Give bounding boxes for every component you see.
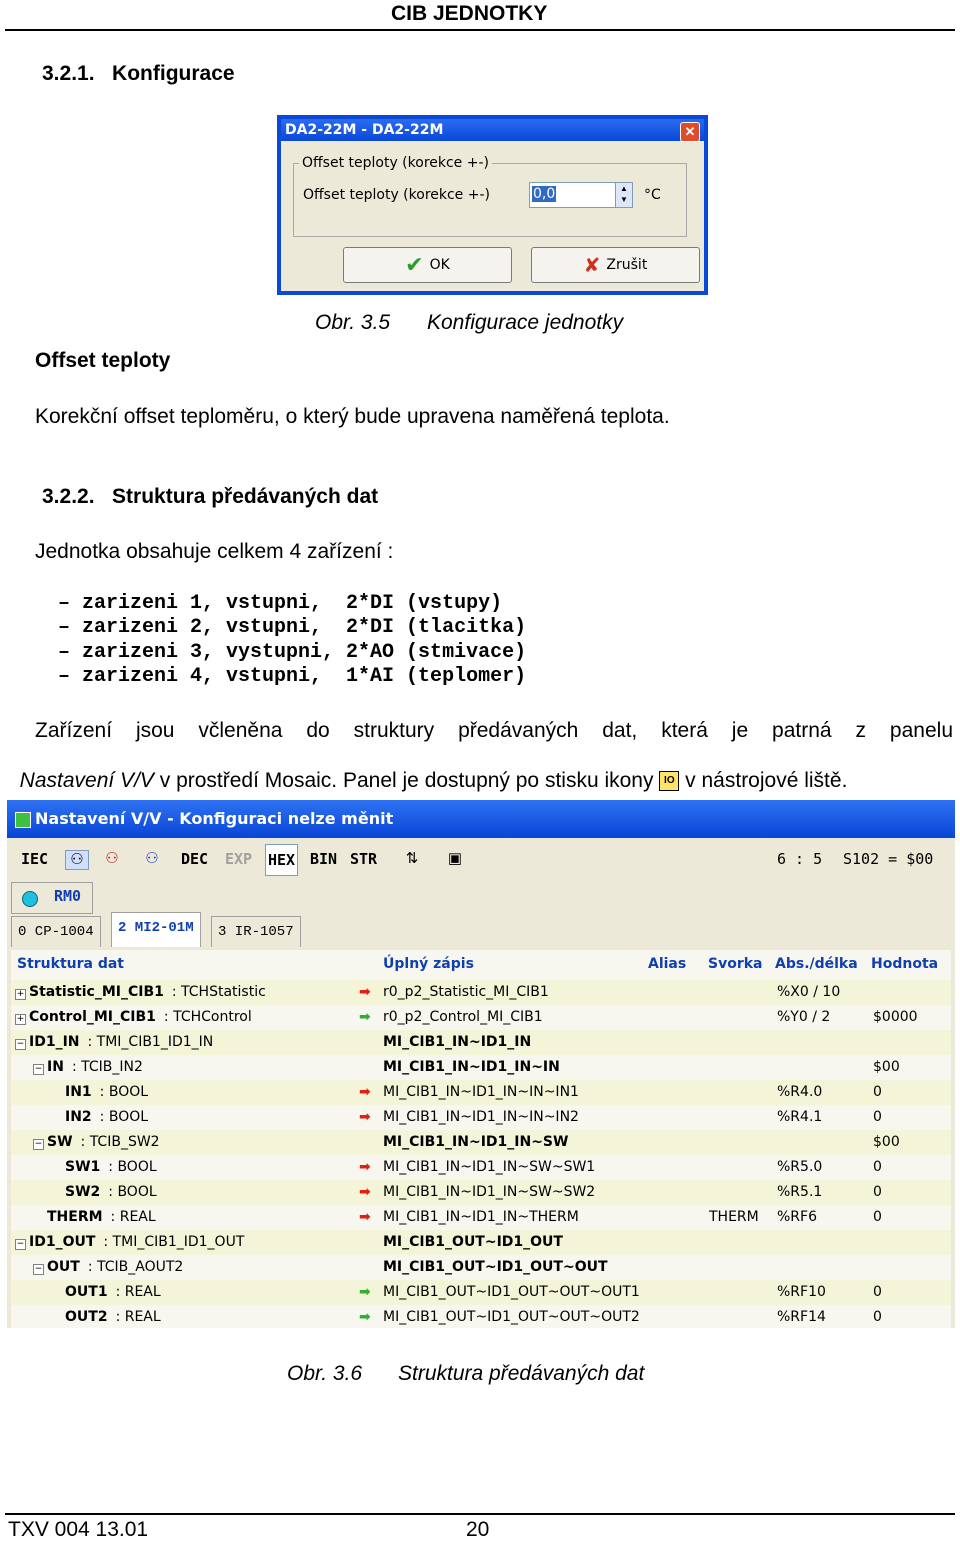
caption1-text: Konfigurace jednotky — [427, 311, 624, 334]
field-name: THERM — [47, 1209, 103, 1225]
alias-cell — [709, 1230, 767, 1255]
value-cell — [873, 980, 951, 1005]
window-app-icon — [15, 812, 31, 828]
offset-heading: Offset teploty — [35, 349, 171, 372]
field-type: : TMI_CIB1_ID1_IN — [87, 1034, 214, 1050]
full-cell: MI_CIB1_IN~ID1_IN~SW — [383, 1134, 569, 1150]
table-row[interactable] — [11, 1080, 951, 1105]
col-terminal[interactable]: Svorka — [708, 956, 763, 972]
tab-module-0[interactable]: 0 CP-1004 — [11, 916, 101, 947]
para2-line2-b: v nástrojové liště. — [679, 769, 848, 792]
field-name: SW2 — [65, 1184, 101, 1200]
struct-cell — [11, 1155, 391, 1180]
cancel-button[interactable] — [531, 247, 700, 283]
collapse-icon[interactable]: − — [16, 1239, 25, 1249]
full-cell: MI_CIB1_IN~ID1_IN~SW~SW1 — [383, 1159, 596, 1175]
abs-cell: %R5.1 — [777, 1184, 823, 1200]
col-alias[interactable]: Alias — [648, 956, 687, 972]
bin-button[interactable]: BIN — [310, 850, 338, 868]
value-cell: $00 — [873, 1134, 900, 1150]
alias-cell — [709, 1080, 767, 1105]
field-name: IN1 — [65, 1084, 92, 1100]
table-row[interactable] — [11, 1305, 951, 1328]
struct-cell — [11, 1105, 391, 1130]
table-row[interactable] — [11, 1280, 951, 1305]
struct-cell — [11, 1005, 355, 1030]
bicycle-blue-icon[interactable]: ⚇ — [145, 850, 159, 867]
field-type: : BOOL — [99, 1084, 149, 1100]
field-name: OUT2 — [65, 1309, 108, 1325]
field-name: SW — [47, 1134, 73, 1150]
struct-cell — [11, 1255, 373, 1280]
field-type: : REAL — [115, 1309, 161, 1325]
window-icon[interactable]: ▣ — [447, 850, 463, 867]
field-type: : TCHControl — [163, 1009, 252, 1025]
table-row[interactable] — [11, 1030, 951, 1055]
io-toolbar-icon: IO — [659, 771, 679, 791]
header-rule — [5, 29, 955, 31]
full-cell: MI_CIB1_OUT~ID1_OUT~OUT~OUT1 — [383, 1284, 640, 1300]
abs-cell — [777, 1255, 869, 1280]
field-name: OUT — [47, 1259, 80, 1275]
section2-heading: 3.2.2. Struktura předávaných dat — [42, 485, 379, 508]
footer-page: 20 — [466, 1518, 490, 1541]
section1-heading: 3.2.1. Konfigurace — [42, 62, 235, 85]
alias-cell: THERM — [709, 1209, 759, 1225]
struct-cell — [11, 1080, 391, 1105]
alias-cell — [709, 1280, 767, 1305]
panel-name: Nastavení V/V — [19, 769, 154, 792]
value-cell: 0 — [873, 1309, 882, 1325]
col-full[interactable]: Úplný zápis — [383, 956, 474, 972]
table-row[interactable] — [11, 1005, 951, 1030]
table-row[interactable] — [11, 1255, 951, 1280]
output-arrow-icon: ➡ — [359, 1309, 371, 1325]
value-cell: 0 — [873, 1084, 882, 1100]
table-row[interactable] — [11, 1205, 951, 1230]
value-cell: $00 — [873, 1059, 900, 1075]
input-arrow-icon: ➡ — [359, 1209, 371, 1225]
full-cell: r0_p2_Statistic_MI_CIB1 — [383, 984, 549, 1000]
full-cell: MI_CIB1_IN~ID1_IN~SW~SW2 — [383, 1184, 596, 1200]
field-type: : BOOL — [99, 1109, 149, 1125]
hex-button[interactable]: HEX — [265, 844, 298, 876]
field-type: : BOOL — [108, 1159, 157, 1175]
input-arrow-icon: ➡ — [359, 1084, 371, 1100]
cross-icon: ✘ — [583, 253, 601, 277]
unit-label: °C — [644, 187, 661, 203]
abs-cell: %R5.0 — [777, 1159, 823, 1175]
exp-button[interactable]: EXP — [225, 850, 253, 868]
full-cell: MI_CIB1_IN~ID1_IN~THERM — [383, 1209, 579, 1225]
field-name: SW1 — [65, 1159, 101, 1175]
collapse-icon[interactable]: − — [16, 1039, 25, 1049]
collapse-icon[interactable]: − — [34, 1064, 43, 1074]
full-cell: MI_CIB1_IN~ID1_IN~IN~IN1 — [383, 1084, 579, 1100]
struct-cell — [11, 1055, 373, 1080]
iec-button[interactable]: IEC — [21, 850, 49, 868]
close-icon[interactable]: ✕ — [680, 122, 700, 142]
field-name: ID1_IN — [29, 1034, 80, 1050]
abs-cell — [777, 1055, 869, 1080]
expand-icon[interactable]: + — [16, 1014, 25, 1024]
device-line-2: – zarizeni 2, vstupni, 2*DI (tlacitka) — [58, 616, 527, 639]
field-type: : TMI_CIB1_ID1_OUT — [103, 1234, 245, 1250]
struct-cell — [11, 980, 355, 1005]
col-abs[interactable]: Abs./délka — [775, 956, 858, 972]
alias-cell — [709, 1155, 767, 1180]
table-row[interactable] — [11, 1130, 951, 1155]
check-icon: ✔ — [405, 252, 424, 278]
input-arrow-icon: ➡ — [359, 1159, 371, 1175]
str-button[interactable]: STR — [350, 850, 378, 868]
spinner-arrows-icon[interactable]: ▲ ▼ — [615, 183, 632, 207]
para2-line1: Zařízení jsou včleněna do struktury předávaných dat, která je patrná z panelu — [35, 719, 953, 742]
struct-cell — [11, 1030, 355, 1055]
window-title: Nastavení V/V - Konfiguraci nelze měnit — [7, 800, 955, 838]
header-title: CIB JEDNOTKY — [391, 2, 548, 25]
col-structure[interactable]: Struktura dat — [17, 956, 125, 972]
field-type: : TCHStatistic — [171, 984, 266, 1000]
field-type: : TCIB_SW2 — [80, 1134, 160, 1150]
abs-cell: %Y0 / 2 — [777, 1009, 831, 1025]
field-name: Control_MI_CIB1 — [29, 1009, 156, 1025]
struct-cell — [11, 1180, 391, 1205]
tab-module-3[interactable]: 3 IR-1057 — [211, 916, 301, 947]
footer-doc: TXV 004 13.01 — [8, 1518, 149, 1541]
value-cell: 0 — [873, 1184, 882, 1200]
device-line-1: – zarizeni 1, vstupni, 2*DI (vstupy) — [58, 592, 503, 615]
alias-cell — [709, 1005, 767, 1030]
para2-line2-a: v prostředí Mosaic. Panel je dostupný po stisku ikony — [153, 769, 660, 792]
field-type: : TCIB_AOUT2 — [87, 1259, 184, 1275]
footer-rule — [5, 1513, 955, 1515]
full-cell: MI_CIB1_OUT~ID1_OUT~OUT — [383, 1259, 608, 1275]
sort-icon[interactable]: ⇅ — [405, 850, 419, 867]
full-cell: r0_p2_Control_MI_CIB1 — [383, 1009, 543, 1025]
abs-cell: %RF6 — [777, 1209, 817, 1225]
output-arrow-icon: ➡ — [359, 1009, 371, 1025]
para2-line2 — [8, 745, 847, 793]
offset-group-label: Offset teploty (korekce +-) — [299, 155, 492, 171]
alias-cell — [709, 1105, 767, 1130]
table-row[interactable] — [11, 1155, 951, 1180]
value-cell — [873, 1230, 951, 1255]
input-arrow-icon: ➡ — [359, 984, 371, 1000]
value-cell: 0 — [873, 1284, 882, 1300]
position-readout: 6 : 5 — [777, 850, 823, 868]
full-cell: MI_CIB1_OUT~ID1_OUT~OUT~OUT2 — [383, 1309, 640, 1325]
value-cell: 0 — [873, 1109, 882, 1125]
address-readout: S102 = $00 — [843, 850, 934, 868]
full-cell: MI_CIB1_IN~ID1_IN~IN — [383, 1059, 560, 1075]
field-name: IN — [47, 1059, 64, 1075]
full-cell: MI_CIB1_OUT~ID1_OUT — [383, 1234, 563, 1250]
section2-intro: Jednotka obsahuje celkem 4 zařízení : — [35, 540, 394, 563]
rack-label: RM0 — [54, 887, 82, 905]
table-row[interactable] — [11, 1055, 951, 1080]
caption2-num: Obr. 3.6 — [287, 1362, 363, 1385]
field-name: IN2 — [65, 1109, 92, 1125]
alias-cell — [709, 980, 767, 1005]
status-circle-icon — [22, 891, 38, 907]
dec-button[interactable]: DEC — [181, 850, 209, 868]
abs-cell — [777, 1230, 869, 1255]
collapse-icon[interactable]: − — [34, 1139, 43, 1149]
full-cell: MI_CIB1_IN~ID1_IN — [383, 1034, 532, 1050]
expand-icon[interactable]: + — [16, 989, 25, 999]
table-row[interactable] — [11, 1105, 951, 1130]
alias-cell — [709, 1305, 767, 1328]
field-type: : TCIB_IN2 — [71, 1059, 143, 1075]
value-cell: 0 — [873, 1159, 882, 1175]
table-row[interactable] — [11, 1230, 951, 1255]
rack-tab[interactable] — [11, 882, 93, 914]
offset-field-label: Offset teploty (korekce +-) — [303, 187, 490, 203]
ok-label: OK — [429, 257, 450, 273]
full-cell: MI_CIB1_IN~ID1_IN~IN~IN2 — [383, 1109, 579, 1125]
value-cell: 0 — [873, 1209, 882, 1225]
bicycle-green-icon[interactable]: ⚇ — [65, 850, 89, 870]
field-type: : REAL — [110, 1209, 156, 1225]
offset-text: Korekční offset teploměru, o který bude upravena naměřená teplota. — [35, 405, 670, 428]
field-type: : REAL — [115, 1284, 161, 1300]
field-name: ID1_OUT — [29, 1234, 96, 1250]
config-dialog — [277, 115, 708, 295]
alias-cell — [709, 1055, 767, 1080]
value-cell — [873, 1255, 951, 1280]
abs-cell: %X0 / 10 — [777, 984, 841, 1000]
abs-cell — [777, 1130, 869, 1155]
alias-cell — [709, 1130, 767, 1155]
ok-button[interactable] — [343, 247, 512, 283]
field-name: Statistic_MI_CIB1 — [29, 984, 164, 1000]
caption1-num: Obr. 3.5 — [315, 311, 391, 334]
output-arrow-icon: ➡ — [359, 1284, 371, 1300]
io-settings-window — [7, 800, 955, 1328]
dialog-title: DA2-22M - DA2-22M — [281, 119, 704, 141]
tab-module-2[interactable]: 2 MI2-01M — [111, 912, 201, 947]
alias-cell — [709, 1180, 767, 1205]
struct-cell — [11, 1305, 391, 1328]
offset-value[interactable]: 0,0 — [533, 186, 556, 202]
device-line-3: – zarizeni 3, vystupni, 2*AO (stmivace) — [58, 641, 527, 664]
abs-cell — [777, 1030, 869, 1055]
bicycle-red-icon[interactable]: ⚇ — [105, 850, 119, 867]
cancel-label: Zrušit — [606, 257, 648, 273]
field-type: : BOOL — [108, 1184, 157, 1200]
abs-cell: %R4.0 — [777, 1084, 823, 1100]
value-cell: $0000 — [873, 1009, 918, 1025]
alias-cell — [709, 1255, 767, 1280]
struct-cell — [11, 1130, 373, 1155]
col-value[interactable]: Hodnota — [871, 956, 939, 972]
alias-cell — [709, 1030, 767, 1055]
abs-cell: %RF14 — [777, 1309, 826, 1325]
field-name: OUT1 — [65, 1284, 108, 1300]
struct-cell — [11, 1280, 391, 1305]
offset-spinner[interactable] — [529, 182, 633, 208]
caption2-text: Struktura předávaných dat — [398, 1362, 645, 1385]
abs-cell: %R4.1 — [777, 1109, 823, 1125]
struct-cell — [11, 1230, 355, 1255]
table-row[interactable] — [11, 980, 951, 1005]
input-arrow-icon: ➡ — [359, 1109, 371, 1125]
abs-cell: %RF10 — [777, 1284, 826, 1300]
collapse-icon[interactable]: − — [34, 1264, 43, 1274]
device-line-4: – zarizeni 4, vstupni, 1*AI (teplomer) — [58, 665, 527, 688]
value-cell — [873, 1030, 951, 1055]
table-row[interactable] — [11, 1180, 951, 1205]
input-arrow-icon: ➡ — [359, 1184, 371, 1200]
struct-cell — [11, 1205, 373, 1230]
